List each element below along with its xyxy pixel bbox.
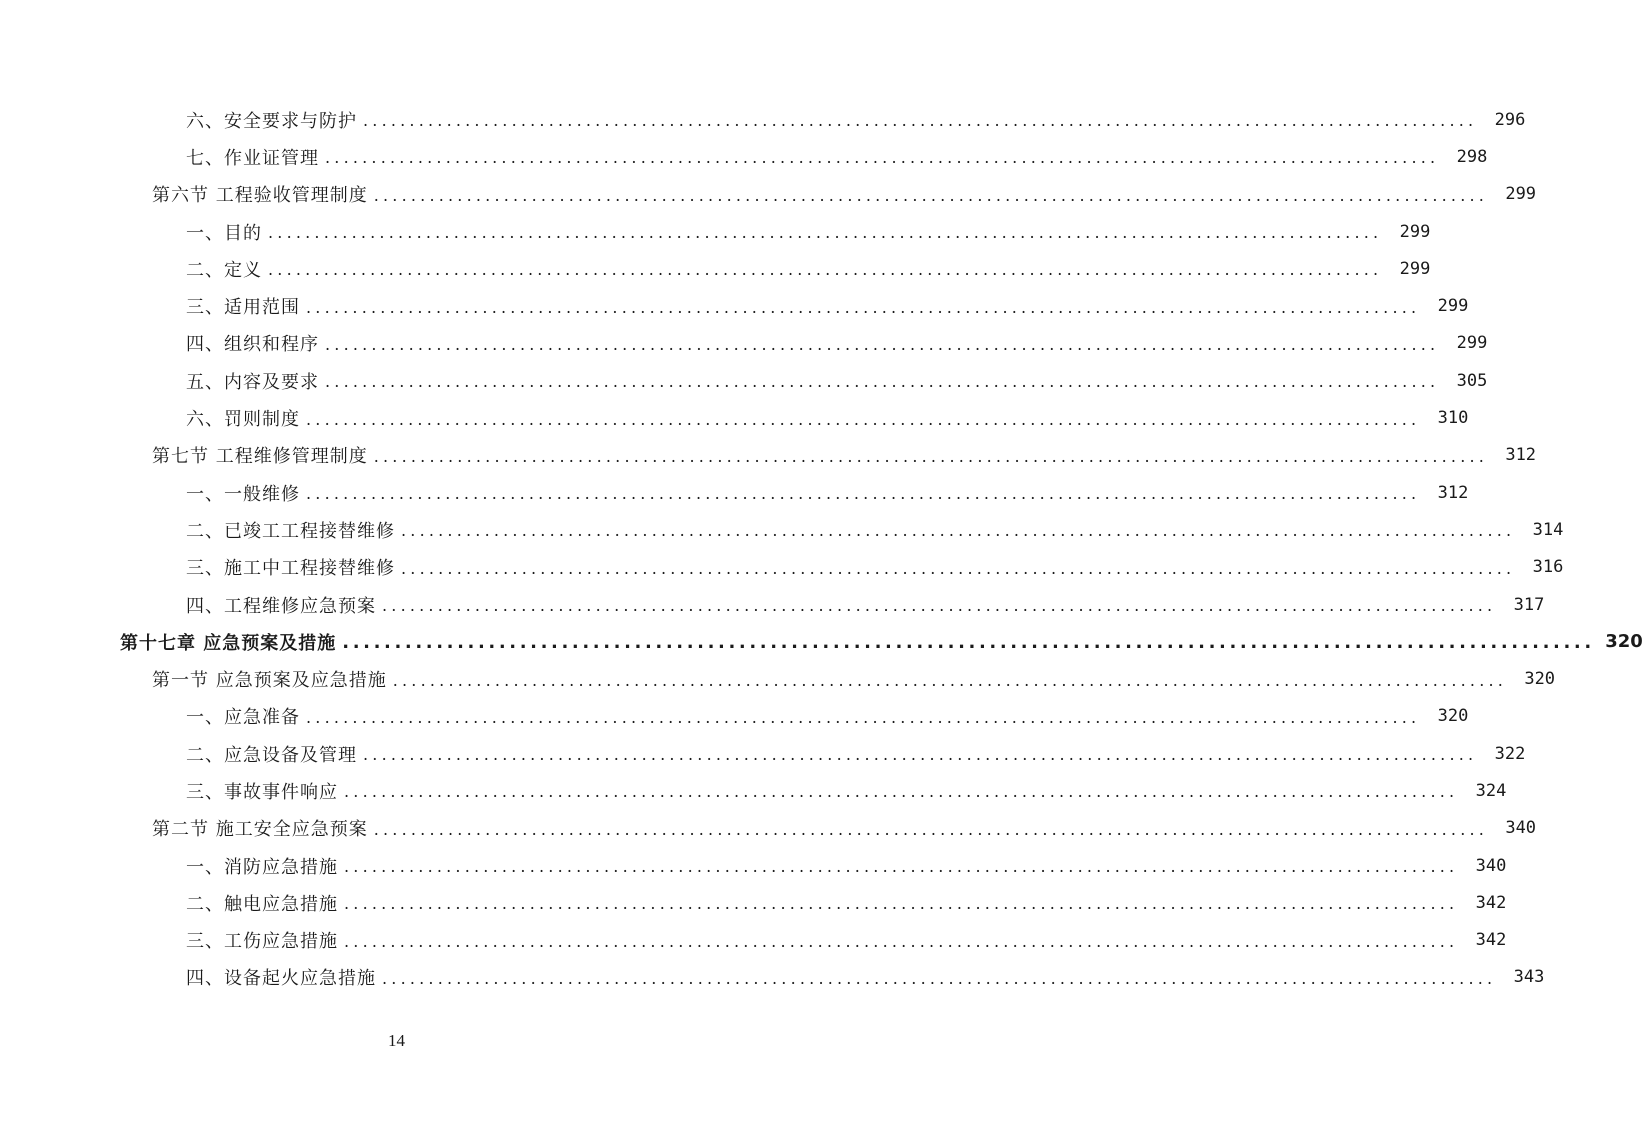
toc-entry-page-number: 324 (1475, 780, 1507, 801)
toc-section-entry[interactable] (0, 176, 1537, 213)
toc-entry-page-number: 317 (1513, 594, 1545, 615)
toc-entry-page-number: 320 (1605, 631, 1643, 653)
toc-entry-page-number: 316 (1532, 557, 1564, 578)
toc-entry-page-number: 342 (1475, 892, 1507, 913)
dot-leader: ........................................................................................................................ (306, 707, 1421, 727)
toc-entry-title: 四、组织和程序 (186, 334, 319, 356)
toc-entry-title: 三、事故事件响应 (186, 781, 338, 803)
toc-entry-page-number: 312 (1437, 482, 1469, 503)
toc-entry-title: 第二节 施工安全应急预案 (152, 819, 368, 841)
toc-entry-title: 六、罚则制度 (186, 409, 300, 431)
toc-entry-title: 七、作业证管理 (186, 147, 319, 169)
toc-entry-title: 二、应急设备及管理 (186, 744, 357, 766)
toc-entry-page-number: 343 (1513, 967, 1545, 988)
dot-leader: ........................................................................................................................ (268, 223, 1383, 243)
toc-entry-page-number: 320 (1524, 669, 1556, 690)
toc-item-entry[interactable] (0, 399, 1469, 436)
toc-entry-title: 一、目的 (186, 222, 262, 244)
dot-leader: ........................................................................................................................ (325, 148, 1440, 168)
toc-item-entry[interactable] (0, 959, 1545, 996)
toc-entry-title: 一、一般维修 (186, 483, 300, 505)
dot-leader: ........................................................................................................................ (306, 409, 1421, 429)
toc-entry-title: 四、设备起火应急措施 (186, 968, 376, 990)
toc-entry-page-number: 299 (1456, 333, 1488, 354)
toc-entry-page-number: 299 (1399, 258, 1431, 279)
dot-leader: ........................................................................................................................ (344, 931, 1459, 951)
dot-leader: ........................................................................................................................ (401, 558, 1516, 578)
dot-leader: ........................................................................................................................ (268, 260, 1383, 280)
toc-item-entry[interactable] (0, 101, 1526, 138)
toc-item-entry[interactable] (0, 586, 1545, 623)
toc-entry-page-number: 310 (1437, 408, 1469, 429)
toc-item-entry[interactable] (0, 884, 1507, 921)
toc-entry-title: 二、定义 (186, 259, 262, 281)
toc-item-entry[interactable] (0, 698, 1469, 735)
page-number: 14 (388, 1031, 405, 1050)
toc-item-entry[interactable] (0, 922, 1507, 959)
dot-leader: ........................................................................................................................ (373, 185, 1489, 205)
toc-item-entry[interactable] (0, 213, 1431, 250)
toc-entry-page-number: 320 (1437, 706, 1469, 727)
dot-leader: ........................................................................................................................ (382, 968, 1497, 988)
dot-leader: ........................................................................................................................ (401, 521, 1516, 541)
toc-item-entry[interactable] (0, 772, 1507, 809)
toc-entry-title: 四、工程维修应急预案 (186, 595, 376, 617)
toc-entry-page-number: 312 (1505, 445, 1537, 466)
toc-entry-title: 二、已竣工工程接替维修 (186, 520, 395, 542)
dot-leader: ........................................................................................................................ (373, 446, 1489, 466)
toc-entry-title: 二、触电应急措施 (186, 893, 338, 915)
toc-entry-page-number: 299 (1399, 221, 1431, 242)
toc-entry-title: 第七节 工程维修管理制度 (152, 446, 368, 468)
dot-leader: ........................................................................................................................ (344, 857, 1459, 877)
toc-entry-title: 一、消防应急措施 (186, 856, 338, 878)
toc-entry-title: 六、安全要求与防护 (186, 110, 357, 132)
table-of-contents (0, 101, 1643, 996)
dot-leader: ........................................................................................................................ (325, 334, 1440, 354)
dot-leader: ........................................................................................................................ (344, 782, 1459, 802)
toc-section-entry[interactable] (0, 810, 1537, 847)
toc-entry-page-number: 322 (1494, 743, 1526, 764)
toc-item-entry[interactable] (0, 549, 1564, 586)
toc-item-entry[interactable] (0, 511, 1564, 548)
toc-entry-page-number: 299 (1437, 296, 1469, 317)
toc-entry-page-number: 314 (1532, 519, 1564, 540)
dot-leader: ........................................................................................................................ (344, 894, 1459, 914)
dot-leader: ........................................................................................................................ (306, 297, 1421, 317)
dot-leader: ........................................................................................................................ (373, 819, 1489, 839)
toc-entry-page-number: 296 (1494, 109, 1526, 130)
toc-entry-page-number: 340 (1475, 855, 1507, 876)
toc-entry-title: 三、施工中工程接替维修 (186, 558, 395, 580)
toc-entry-title: 三、工伤应急措施 (186, 931, 338, 953)
toc-item-entry[interactable] (0, 735, 1526, 772)
toc-entry-title: 第十七章 应急预案及措施 (120, 632, 337, 654)
dot-leader: ........................................................................................................................ (342, 632, 1595, 654)
dot-leader: ........................................................................................................................ (363, 111, 1478, 131)
toc-section-entry[interactable] (0, 437, 1537, 474)
toc-item-entry[interactable] (0, 474, 1469, 511)
toc-entry-page-number: 342 (1475, 930, 1507, 951)
toc-entry-page-number: 340 (1505, 818, 1537, 839)
dot-leader: ........................................................................................................................ (306, 484, 1421, 504)
toc-item-entry[interactable] (0, 138, 1488, 175)
toc-item-entry[interactable] (0, 362, 1488, 399)
toc-entry-title: 一、应急准备 (186, 707, 300, 729)
dot-leader: ........................................................................................................................ (382, 596, 1497, 615)
toc-item-entry[interactable] (0, 325, 1488, 362)
toc-entry-page-number: 298 (1456, 146, 1488, 167)
toc-entry-title: 三、适用范围 (186, 297, 300, 319)
toc-chapter-entry[interactable] (0, 623, 1643, 660)
toc-item-entry[interactable] (0, 250, 1431, 287)
dot-leader: ........................................................................................................................ (325, 372, 1440, 392)
toc-entry-title: 第六节 工程验收管理制度 (152, 185, 368, 207)
toc-entry-page-number: 305 (1456, 370, 1488, 391)
toc-entry-title: 第一节 应急预案及应急措施 (152, 670, 387, 692)
toc-entry-page-number: 299 (1505, 184, 1537, 205)
toc-item-entry[interactable] (0, 287, 1469, 324)
toc-entry-title: 五、内容及要求 (186, 371, 319, 393)
dot-leader: ........................................................................................................................ (392, 670, 1508, 690)
toc-section-entry[interactable] (0, 660, 1556, 697)
dot-leader: ........................................................................................................................ (363, 745, 1478, 765)
toc-item-entry[interactable] (0, 847, 1507, 884)
